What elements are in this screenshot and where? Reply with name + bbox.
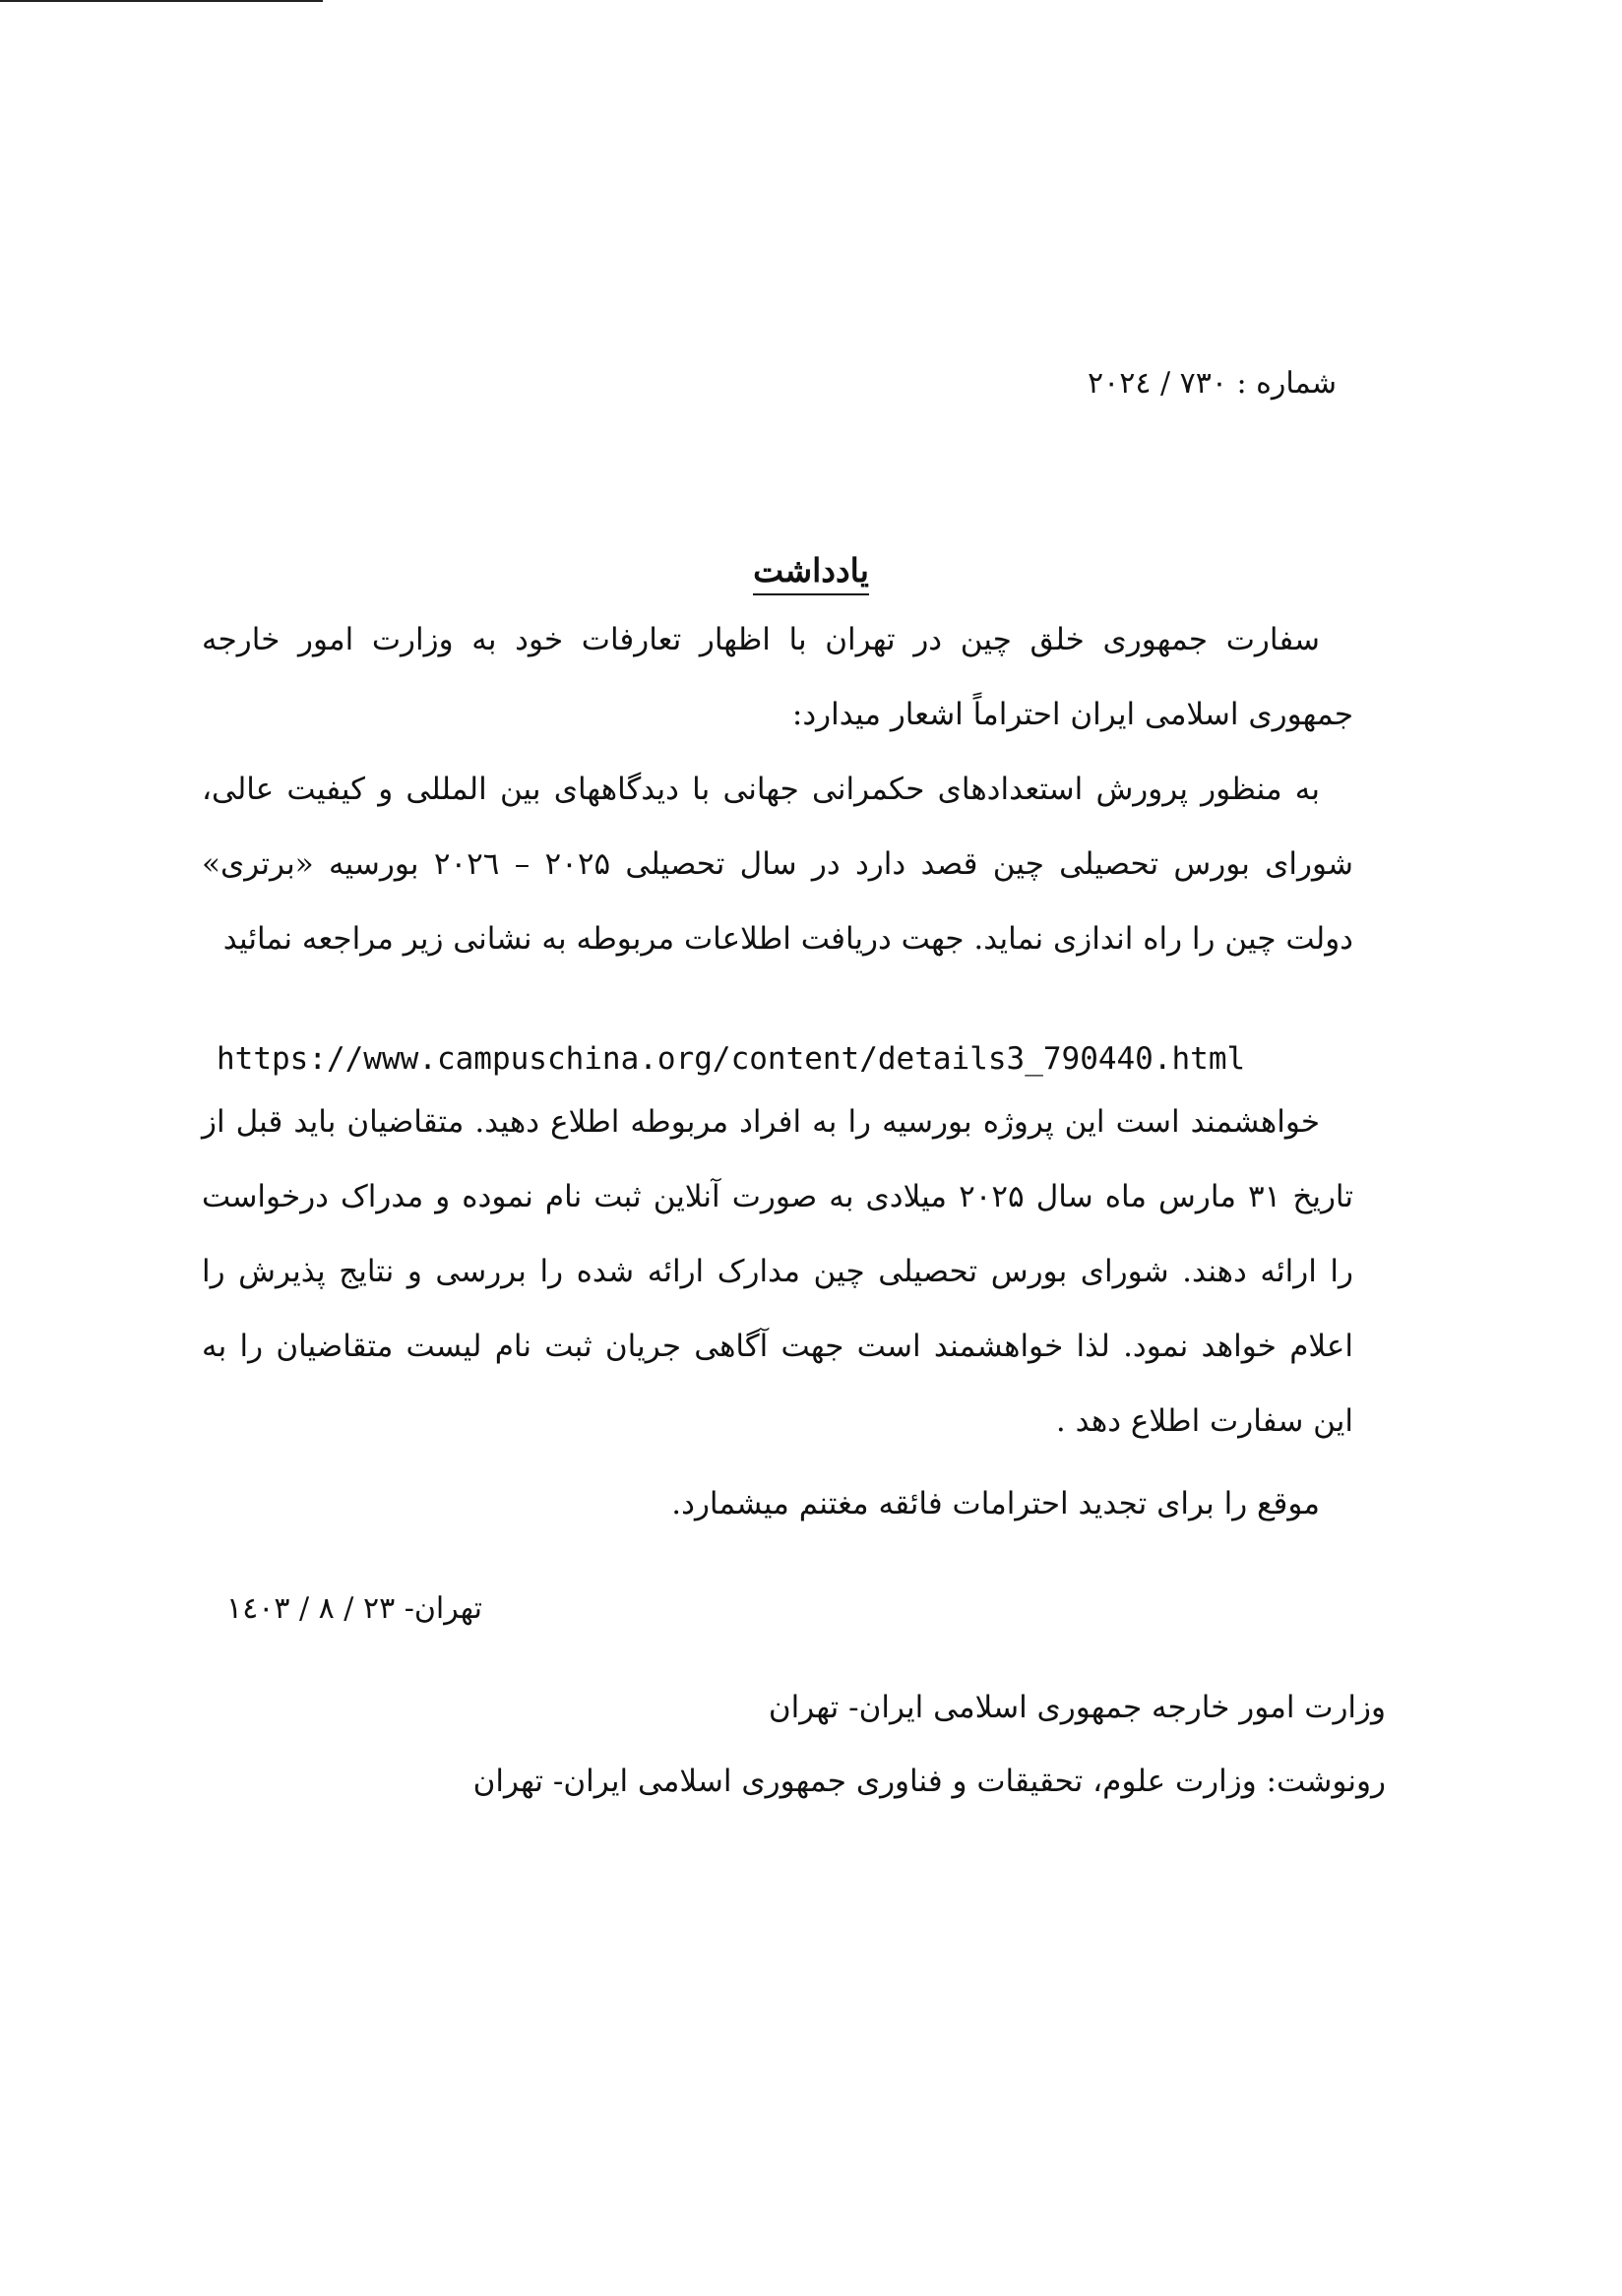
- top-edge-line: [0, 0, 323, 2]
- reference-number: شماره : ۷۳۰ / ۲۰۲٤: [1088, 366, 1337, 401]
- scholarship-url[interactable]: https://www.campuschina.org/content/details3_790440.html: [217, 1041, 1246, 1077]
- date-line: تهران- ۲۳ / ۸ / ۱٤۰۳: [226, 1591, 482, 1626]
- recipient-line: وزارت امور خارجه جمهوری اسلامی ایران- تهران: [768, 1690, 1386, 1725]
- scholarship-paragraph: به منظور پرورش استعدادهای حکمرانی جهانی با دیدگاههای بین المللی و کیفیت عالی، شورای بورس تحصیلی چین قصد دارد در سال تحصیلی ۲۰۲۵ – ۲۰۲٦ بورسیه «برتری» دولت چین را راه اندازی نماید. جهت دریافت اطلاعات مربوطه به نشانی زیر مراجعه نمائید: [202, 772, 1353, 957]
- closing-paragraph: موقع را برای تجدید احترامات فائقه مغتنم میشمارد.: [671, 1486, 1320, 1521]
- cc-line: رونوشت: وزارت علوم، تحقیقات و فناوری جمهوری اسلامی ایران- تهران: [472, 1764, 1386, 1799]
- title-text: يادداشت: [753, 551, 869, 595]
- page-title: [0, 551, 1622, 590]
- request-paragraph: خواهشمند است این پروژه بورسیه را به افراد مربوطه اطلاع دهید. متقاضیان باید قبل از تاریخ ۳۱ مارس ماه سال ۲۰۲۵ میلادی به صورت آنلاین ثبت نام نموده و مدراک درخواست را ارائه دهند. شورای بورس تحصیلی چین مدارک ارائه شده را بررسی و نتایج پذیرش را اعلام خواهد نمود. لذا خواهشمند است جهت آگاهی جریان ثبت نام لیست متقاضیان را به این سفارت اطلاع دهد .: [202, 1104, 1354, 1439]
- opening-paragraph: سفارت جمهوری خلق چین در تهران با اظهار تعارفات خود به وزارت امور خارجه جمهوری اسلامی ایران احتراماً اشعار میدارد:: [202, 622, 1353, 732]
